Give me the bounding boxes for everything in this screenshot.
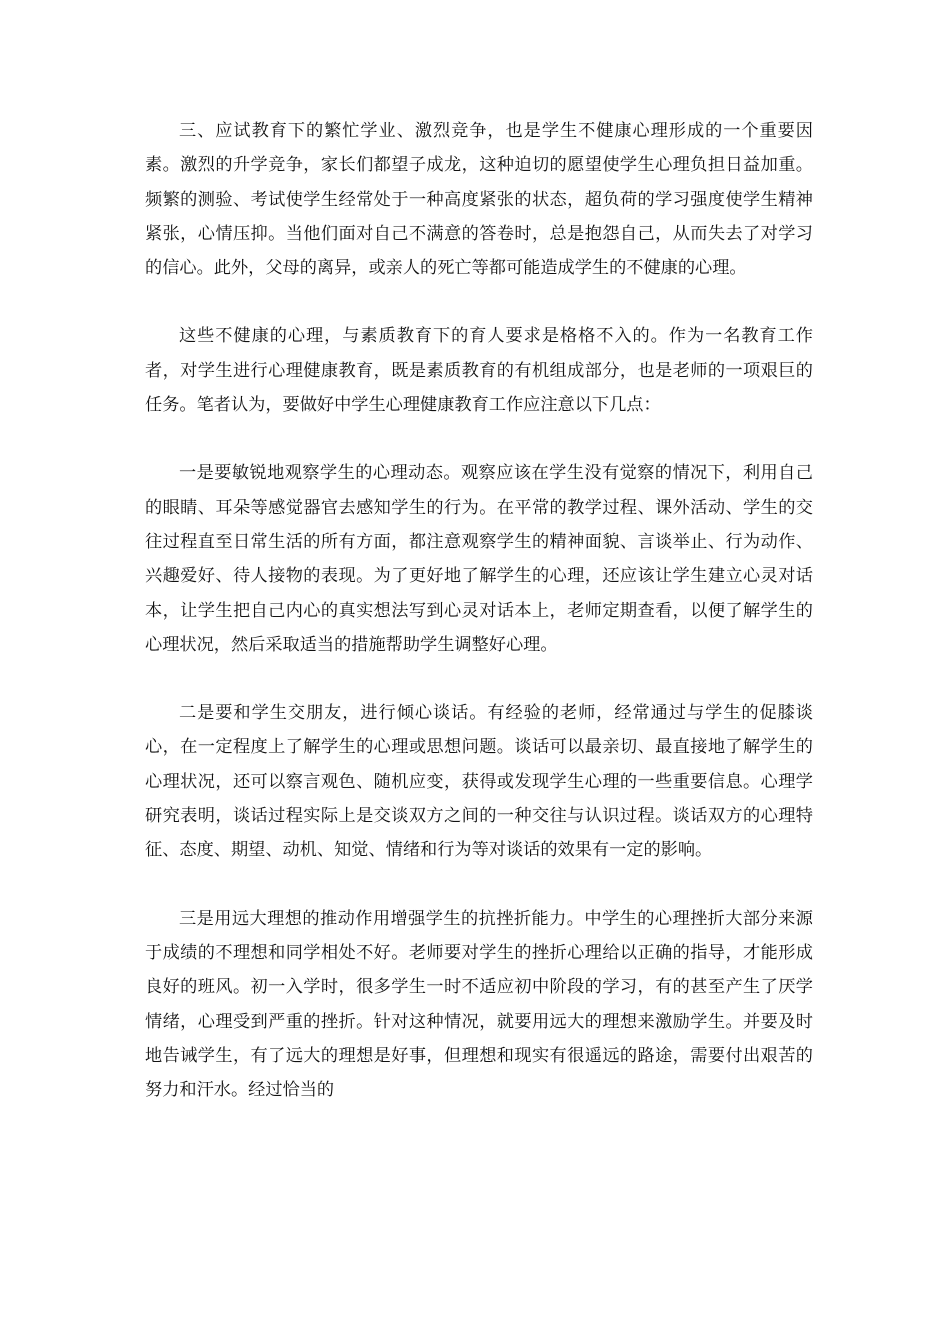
paragraph-observe-students: 一是要敏锐地观察学生的心理动态。观察应该在学生没有觉察的情况下，利用自己的眼睛、耳朵等感觉器官去感知学生的行为。在平常的教学过程、课外活动、学生的交往过程直至日常生活的所有方面，都注意观察学生的精神面貌、言谈举止、行为动作、兴趣爱好、待人接物的表现。为了更好地了解学生的心理，还应该让学生建立心灵对话本，让学生把自己内心的真实想法写到心灵对话本上，老师定期查看，以便了解学生的心理状况，然后采取适当的措施帮助学生调整好心理。 xyxy=(145,463,813,655)
paragraph-mental-health-intro: 这些不健康的心理，与素质教育下的育人要求是格格不入的。作为一名教育工作者，对学生进行心理健康教育，既是素质教育的有机组成部分，也是老师的一项艰巨的任务。笔者认为，要做好中学生心理健康教育工作应注意以下几点： xyxy=(145,326,813,416)
paragraph-ideals-resilience: 三是用远大理想的推动作用增强学生的抗挫折能力。中学生的心理挫折大部分来源于成绩的不理想和同学相处不好。老师要对学生的挫折心理给以正确的指导，才能形成良好的班风。初一入学时，很多学生一时不适应初中阶段的学习，有的甚至产生了厌学情绪，心理受到严重的挫折。针对这种情况，就要用远大的理想来激励学生。并要及时地告诫学生，有了远大的理想是好事，但理想和现实有很遥远的路途，需要付出艰苦的努力和汗水。经过恰当的 xyxy=(145,908,813,1101)
document-body xyxy=(145,114,813,1107)
paragraph-heart-to-heart-talk: 二是要和学生交朋友，进行倾心谈话。有经验的老师，经常通过与学生的促膝谈心，在一定程度上了解学生的心理或思想问题。谈话可以最亲切、最直接地了解学生的心理状况，还可以察言观色、随机应变，获得或发现学生心理的一些重要信息。心理学研究表明，谈话过程实际上是交谈双方之间的一种交往与认识过程。谈话双方的心理特征、态度、期望、动机、知觉、情绪和行为等对谈话的效果有一定的影响。 xyxy=(145,703,813,861)
paragraph-exam-pressure: 三、应试教育下的繁忙学业、激烈竞争，也是学生不健康心理形成的一个重要因素。激烈的升学竞争，家长们都望子成龙，这种迫切的愿望使学生心理负担日益加重。频繁的测验、考试使学生经常处于一种高度紧张的状态，超负荷的学习强度使学生精神紧张，心情压抑。当他们面对自己不满意的答卷时，总是抱怨自己，从而失去了对学习的信心。此外，父母的离异，或亲人的死亡等都可能造成学生的不健康的心理。 xyxy=(145,121,813,279)
